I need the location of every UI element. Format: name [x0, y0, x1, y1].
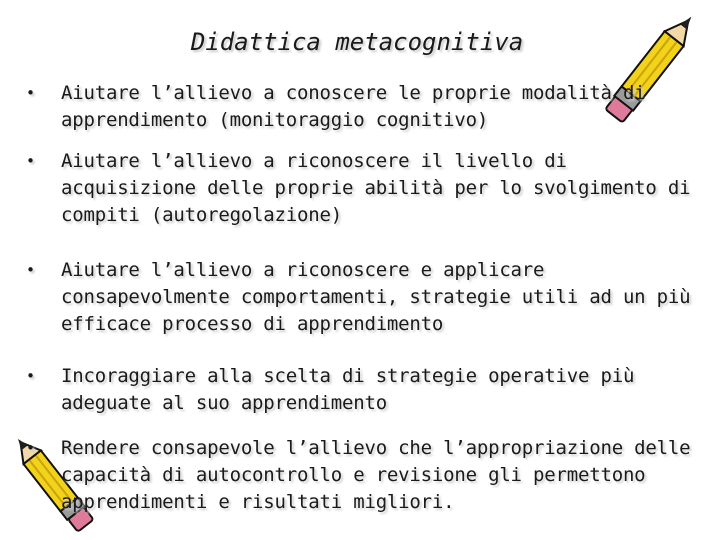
bullet-marker: •: [26, 152, 36, 170]
bullet-item: [26, 363, 701, 417]
bullet-marker: •: [26, 84, 36, 102]
bullet-marker: •: [26, 439, 36, 457]
slide-title: [0, 28, 720, 56]
bullet-text: Aiutare l’allievo a riconoscere il livello di acquisizione delle proprie abilità per lo svolgimento di compiti (autoregolazione): [61, 150, 691, 226]
bullet-text: Aiutare l’allievo a conoscere le proprie modalità di apprendimento (monitoraggio cognitivo): [61, 82, 646, 131]
bullet-item: [26, 435, 701, 516]
bullet-item: [26, 148, 701, 229]
bullet-marker: •: [26, 261, 36, 279]
bullet-text: Aiutare l’allievo a riconoscere e applicare consapevolmente comportamenti, strategie utili ad un più efficace processo di apprendimento: [61, 259, 691, 335]
slide-title-text: Didattica metacognitiva: [190, 28, 524, 56]
bullet-marker: •: [26, 367, 36, 385]
bullet-text: Rendere consapevole l’allievo che l’appropriazione delle capacità di autocontrollo e revisione gli permettono apprendimenti e risultati migliori.: [61, 437, 691, 513]
bullet-text: Incoraggiare alla scelta di strategie operative più adeguate al suo apprendimento: [61, 365, 635, 414]
bullet-item: [26, 80, 701, 134]
bullet-item: [26, 257, 701, 338]
